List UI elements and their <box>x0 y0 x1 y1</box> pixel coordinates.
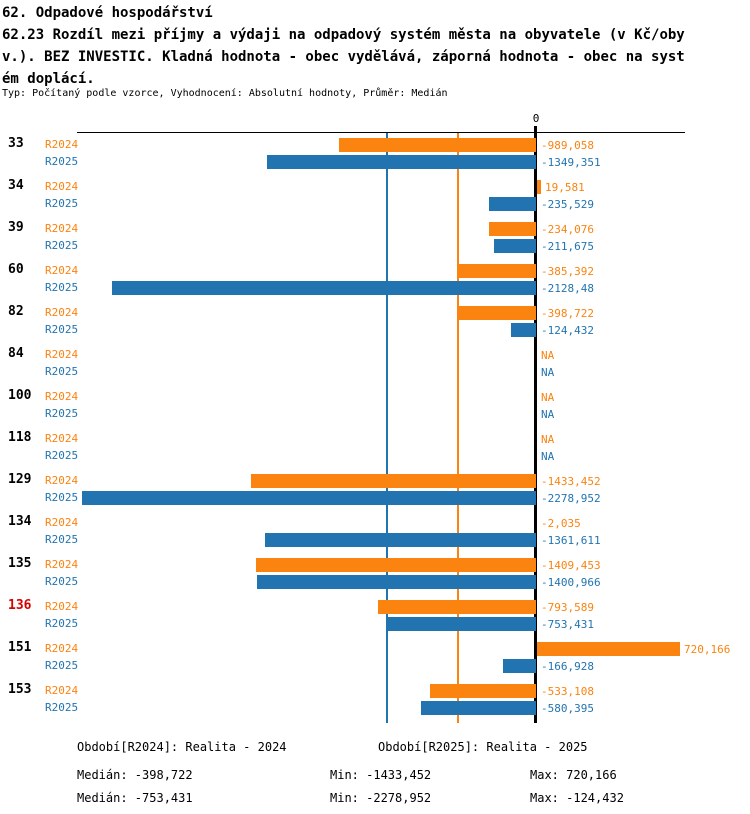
stat-max-2024: Max: 720,166 <box>530 768 617 782</box>
bar-r2025-135 <box>257 575 536 589</box>
value-label-r2025-82: -124,432 <box>541 324 594 337</box>
bar-r2025-129 <box>82 491 536 505</box>
series-label-r2024: R2024 <box>45 474 79 487</box>
row-id-label-60: 60 <box>8 262 24 277</box>
value-label-r2024-135: -1409,453 <box>541 559 601 572</box>
indicator-meta: Typ: Počítaný podle vzorce, Vyhodnocení: Absolutní hodnoty, Průměr: Medián <box>2 88 448 99</box>
value-label-r2024-100: NA <box>541 391 555 404</box>
series-label-r2025: R2025 <box>45 575 79 588</box>
row-id-label-118: 118 <box>8 430 32 445</box>
bar-r2025-39 <box>494 239 536 253</box>
bar-r2025-134 <box>265 533 536 547</box>
value-label-r2025-33: -1349,351 <box>541 156 601 169</box>
bar-r2025-33 <box>267 155 536 169</box>
series-label-r2024: R2024 <box>45 306 79 319</box>
series-label-r2024: R2024 <box>45 390 79 403</box>
series-label-r2024: R2024 <box>45 222 79 235</box>
bar-r2024-129 <box>251 474 536 488</box>
indicator-subtitle-line2: v.). BEZ INVESTIC. Kladná hodnota - obec vydělává, záporná hodnota - obec na syst <box>2 49 685 65</box>
bar-r2024-136 <box>378 600 536 614</box>
row-id-label-34: 34 <box>8 178 24 193</box>
stat-median-2025: Medián: -753,431 <box>77 791 193 805</box>
row-id-label-153: 153 <box>8 682 32 697</box>
value-label-r2025-84: NA <box>541 366 555 379</box>
row-id-label-134: 134 <box>8 514 32 529</box>
value-label-r2024-118: NA <box>541 433 555 446</box>
series-label-r2025: R2025 <box>45 239 79 252</box>
value-label-r2025-151: -166,928 <box>541 660 594 673</box>
series-label-r2025: R2025 <box>45 701 79 714</box>
bar-r2024-151 <box>537 642 680 656</box>
value-label-r2024-153: -533,108 <box>541 685 594 698</box>
zero-tick-label: 0 <box>532 112 540 125</box>
bar-r2024-34 <box>537 180 541 194</box>
value-label-r2025-39: -211,675 <box>541 240 594 253</box>
row-id-label-82: 82 <box>8 304 24 319</box>
value-label-r2024-34: 19,581 <box>545 181 585 194</box>
row-id-label-135: 135 <box>8 556 32 571</box>
series-label-r2025: R2025 <box>45 659 79 672</box>
row-id-label-136: 136 <box>8 598 32 613</box>
value-label-r2025-129: -2278,952 <box>541 492 601 505</box>
value-label-r2024-60: -385,392 <box>541 265 594 278</box>
row-id-label-39: 39 <box>8 220 24 235</box>
stat-min-2025: Min: -2278,952 <box>330 791 432 805</box>
value-label-r2025-118: NA <box>541 450 555 463</box>
value-label-r2024-33: -989,058 <box>541 139 594 152</box>
bar-r2024-135 <box>256 558 536 572</box>
indicator-subtitle-line1: 62.23 Rozdíl mezi příjmy a výdaji na odpadový systém města na obyvatele (v Kč/oby <box>2 27 685 43</box>
bar-r2024-39 <box>489 222 536 236</box>
bar-r2025-153 <box>421 701 536 715</box>
series-label-r2024: R2024 <box>45 180 79 193</box>
series-label-r2024: R2024 <box>45 348 79 361</box>
value-label-r2025-135: -1400,966 <box>541 576 601 589</box>
value-label-r2025-60: -2128,48 <box>541 282 594 295</box>
value-label-r2024-134: -2,035 <box>541 517 581 530</box>
value-label-r2024-151: 720,166 <box>684 643 731 656</box>
series-label-r2024: R2024 <box>45 600 79 613</box>
series-label-r2025: R2025 <box>45 407 79 420</box>
series-label-r2024: R2024 <box>45 558 79 571</box>
series-label-r2025: R2025 <box>45 449 79 462</box>
value-label-r2024-136: -793,589 <box>541 601 594 614</box>
value-label-r2025-153: -580,395 <box>541 702 594 715</box>
row-id-label-151: 151 <box>8 640 32 655</box>
row-id-label-129: 129 <box>8 472 32 487</box>
value-label-r2024-39: -234,076 <box>541 223 594 236</box>
bar-r2025-151 <box>503 659 536 673</box>
series-label-r2025: R2025 <box>45 617 79 630</box>
value-label-r2024-84: NA <box>541 349 555 362</box>
series-label-r2024: R2024 <box>45 642 79 655</box>
series-label-r2024: R2024 <box>45 264 79 277</box>
series-label-r2025: R2025 <box>45 491 79 504</box>
value-label-r2025-100: NA <box>541 408 555 421</box>
bar-r2024-60 <box>459 264 536 278</box>
stat-min-2024: Min: -1433,452 <box>330 768 432 782</box>
legend-2025: Období[R2025]: Realita - 2025 <box>378 740 588 754</box>
series-label-r2025: R2025 <box>45 281 79 294</box>
row-id-label-100: 100 <box>8 388 32 403</box>
bar-r2024-33 <box>339 138 536 152</box>
bar-r2025-82 <box>511 323 536 337</box>
page-title: 62. Odpadové hospodářství <box>2 5 213 21</box>
value-label-r2025-134: -1361,611 <box>541 534 601 547</box>
row-id-label-33: 33 <box>8 136 24 151</box>
series-label-r2024: R2024 <box>45 138 79 151</box>
series-label-r2025: R2025 <box>45 323 79 336</box>
bar-r2024-82 <box>457 306 536 320</box>
series-label-r2025: R2025 <box>45 365 79 378</box>
stat-max-2025: Max: -124,432 <box>530 791 624 805</box>
value-label-r2024-129: -1433,452 <box>541 475 601 488</box>
stat-median-2024: Medián: -398,722 <box>77 768 193 782</box>
value-label-r2025-136: -753,431 <box>541 618 594 631</box>
bar-r2025-60 <box>112 281 536 295</box>
row-id-label-84: 84 <box>8 346 24 361</box>
indicator-subtitle-line3: ém doplácí. <box>2 71 95 87</box>
series-label-r2024: R2024 <box>45 684 79 697</box>
bar-r2024-153 <box>430 684 536 698</box>
series-label-r2024: R2024 <box>45 516 79 529</box>
bar-r2025-34 <box>489 197 536 211</box>
bar-r2025-136 <box>386 617 536 631</box>
legend-2024: Období[R2024]: Realita - 2024 <box>77 740 287 754</box>
series-label-r2025: R2025 <box>45 197 79 210</box>
series-label-r2025: R2025 <box>45 533 79 546</box>
series-label-r2024: R2024 <box>45 432 79 445</box>
series-label-r2025: R2025 <box>45 155 79 168</box>
value-label-r2025-34: -235,529 <box>541 198 594 211</box>
value-label-r2024-82: -398,722 <box>541 307 594 320</box>
